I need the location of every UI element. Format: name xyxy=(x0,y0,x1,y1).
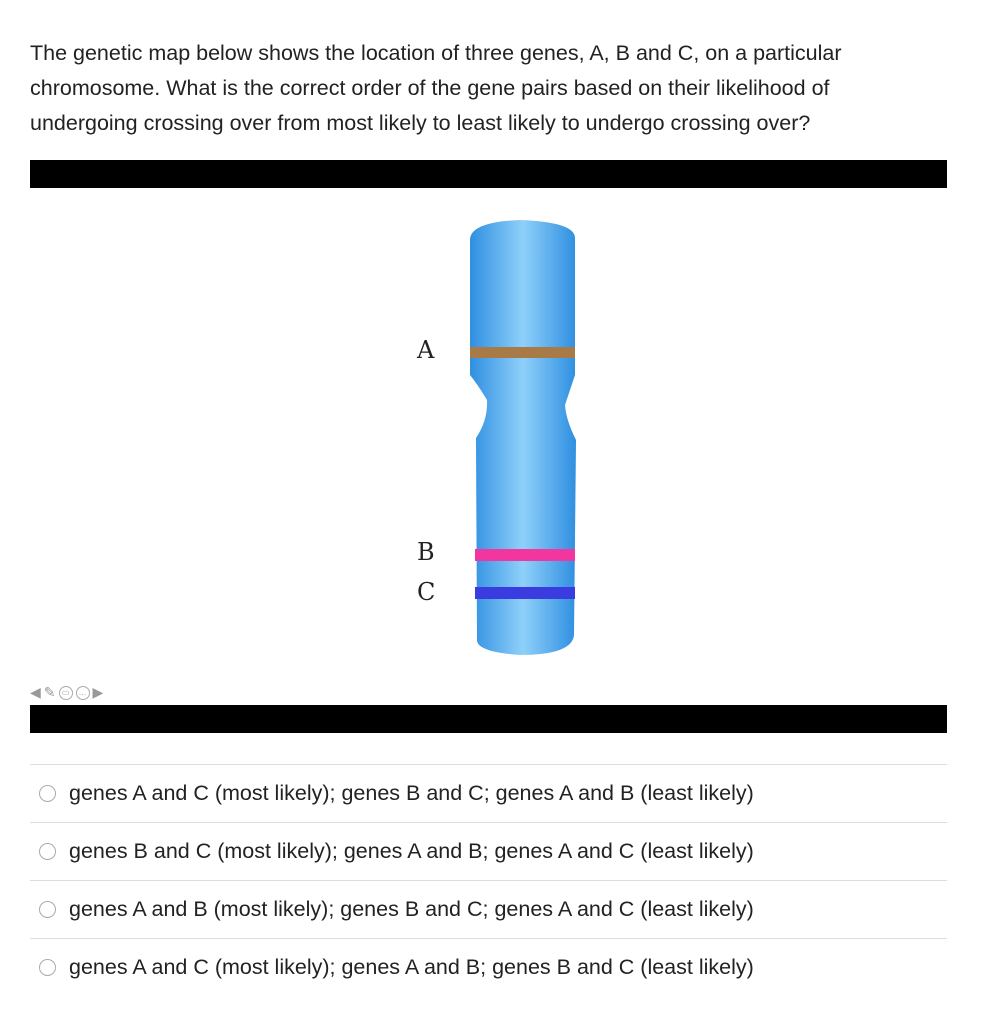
radio-button[interactable] xyxy=(39,959,56,976)
option-4[interactable] xyxy=(30,938,947,996)
question-text: The genetic map below shows the location of three genes, A, B and C, on a particular chromosome. What is the correct order of the gene pairs based on their likelihood of undergoing crossing over from most likely to least likely to undergo crossing over? xyxy=(30,41,842,135)
gene-band-a xyxy=(470,347,575,358)
option-label: genes A and C (most likely); genes A and B; genes B and C (least likely) xyxy=(69,955,754,979)
option-label: genes A and C (most likely); genes B and C; genes A and B (least likely) xyxy=(69,781,754,805)
option-2[interactable] xyxy=(30,822,947,880)
gene-label-c: C xyxy=(417,578,436,606)
pencil-icon[interactable]: ✎ xyxy=(43,684,56,700)
gene-band-b xyxy=(475,549,575,561)
option-label: genes A and B (most likely); genes B and C; genes A and C (least likely) xyxy=(69,897,754,921)
arrow-left-icon[interactable]: ◀ xyxy=(30,684,41,700)
radio-button[interactable] xyxy=(39,785,56,802)
arrow-right-icon[interactable]: ▶ xyxy=(92,684,104,700)
option-3[interactable] xyxy=(30,880,947,938)
gene-band-c xyxy=(475,587,575,599)
figure-toolbar xyxy=(30,684,103,701)
option-1[interactable] xyxy=(30,764,947,822)
option-label: genes B and C (most likely); genes A and B; genes A and C (least likely) xyxy=(69,839,754,863)
radio-button[interactable] xyxy=(39,901,56,918)
gene-label-a: A xyxy=(417,336,435,364)
answer-options xyxy=(30,764,947,996)
more-icon[interactable]: … xyxy=(76,686,90,700)
redaction-bar-bottom xyxy=(30,705,947,733)
image-icon[interactable]: ▭ xyxy=(59,686,73,700)
radio-button[interactable] xyxy=(39,843,56,860)
gene-label-b: B xyxy=(417,538,435,566)
